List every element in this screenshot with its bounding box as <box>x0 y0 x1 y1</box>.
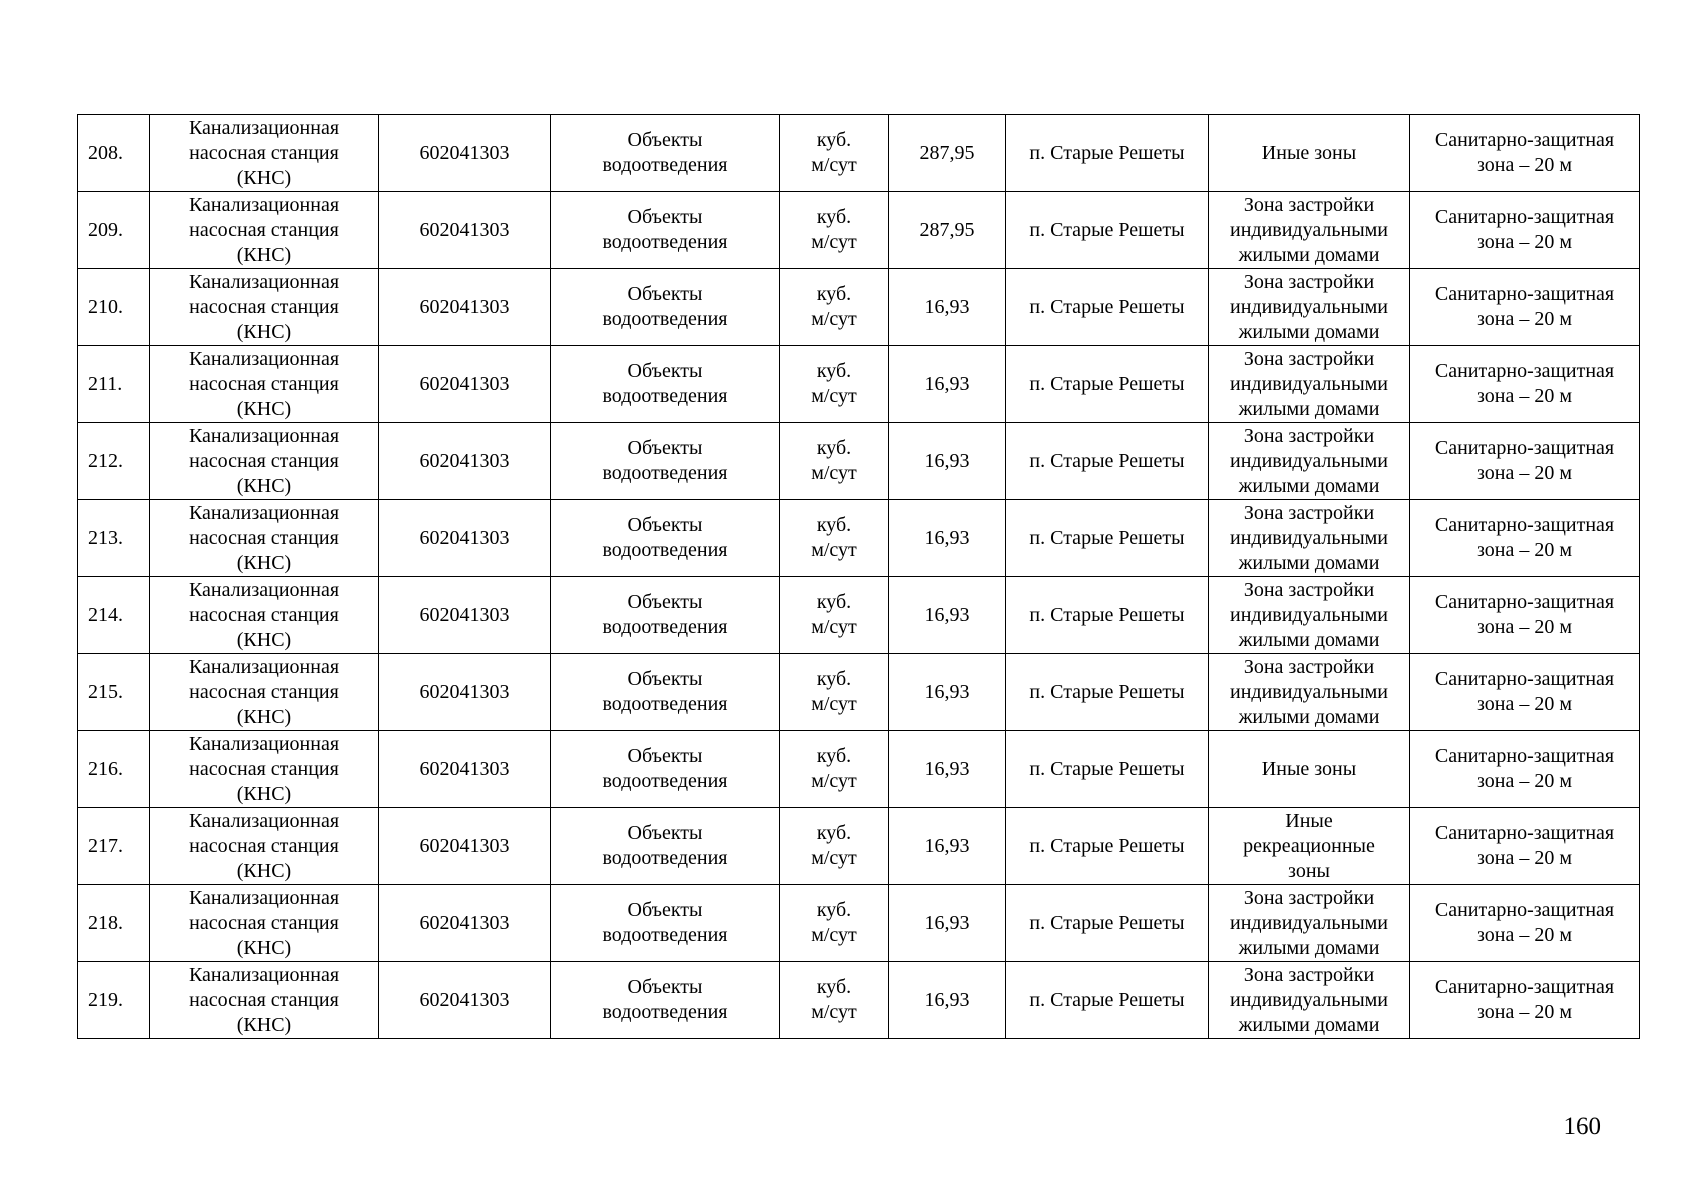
location-cell: п. Старые Решеты <box>1006 654 1209 731</box>
object-type-cell <box>551 654 780 731</box>
object-type-cell <box>551 731 780 808</box>
zone-line: индивидуальными <box>1230 680 1388 703</box>
unit-line: м/сут <box>811 539 857 561</box>
location-cell: п. Старые Решеты <box>1006 731 1209 808</box>
capacity-cell: 287,95 <box>889 192 1006 269</box>
zone-line: зоны <box>1288 859 1330 882</box>
location-cell: п. Старые Решеты <box>1006 192 1209 269</box>
restriction-cell <box>1410 423 1640 500</box>
restriction-cell <box>1410 500 1640 577</box>
object-type-line: Объекты <box>627 591 703 613</box>
location-cell: п. Старые Решеты <box>1006 808 1209 885</box>
zone-line: индивидуальными <box>1230 526 1388 549</box>
object-name-line: (КНС) <box>236 936 292 959</box>
object-name-line: Канализационная <box>188 886 340 909</box>
zone-cell <box>1209 192 1410 269</box>
zone-line: Иные зоны <box>1261 757 1357 780</box>
zone-line: индивидуальными <box>1230 295 1388 318</box>
table-row <box>78 808 1640 885</box>
location-cell: п. Старые Решеты <box>1006 115 1209 192</box>
object-name-line: насосная станция <box>189 295 339 318</box>
object-name-line: (КНС) <box>236 474 292 497</box>
location-cell: п. Старые Решеты <box>1006 962 1209 1039</box>
object-type-line: водоотведения <box>602 770 728 792</box>
restriction-cell <box>1410 346 1640 423</box>
unit-line: м/сут <box>811 847 857 869</box>
unit-line: куб. <box>816 360 852 382</box>
zone-line: Зона застройки <box>1243 578 1375 601</box>
zone-line: индивидуальными <box>1230 911 1388 934</box>
unit-cell <box>780 269 889 346</box>
object-name-cell <box>150 192 379 269</box>
object-type-line: водоотведения <box>602 462 728 484</box>
unit-line: куб. <box>816 591 852 613</box>
table-row <box>78 346 1640 423</box>
restriction-cell <box>1410 192 1640 269</box>
capacity-cell: 16,93 <box>889 962 1006 1039</box>
object-name-line: насосная станция <box>189 141 339 164</box>
zone-line: Зона застройки <box>1243 501 1375 524</box>
unit-line: м/сут <box>811 693 857 715</box>
object-type-cell <box>551 885 780 962</box>
row-number-cell: 212. <box>78 423 150 500</box>
table-body <box>78 115 1640 1039</box>
unit-cell <box>780 577 889 654</box>
capacity-cell: 287,95 <box>889 115 1006 192</box>
capacity-cell: 16,93 <box>889 808 1006 885</box>
restriction-line: зона – 20 м <box>1476 924 1573 946</box>
capacity-cell: 16,93 <box>889 346 1006 423</box>
object-type-line: Объекты <box>627 437 703 459</box>
row-number-cell: 215. <box>78 654 150 731</box>
table-row <box>78 885 1640 962</box>
object-code-cell: 602041303 <box>379 423 551 500</box>
table-row <box>78 731 1640 808</box>
page-number: 160 <box>1563 1113 1601 1140</box>
unit-line: куб. <box>816 514 852 536</box>
location-cell: п. Старые Решеты <box>1006 269 1209 346</box>
row-number-cell: 209. <box>78 192 150 269</box>
object-name-cell <box>150 115 379 192</box>
object-code-cell: 602041303 <box>379 192 551 269</box>
zone-line: Зона застройки <box>1243 193 1375 216</box>
object-name-cell <box>150 269 379 346</box>
unit-cell <box>780 115 889 192</box>
object-name-line: насосная станция <box>189 449 339 472</box>
restriction-cell <box>1410 577 1640 654</box>
object-code-cell: 602041303 <box>379 885 551 962</box>
zone-line: Иные <box>1285 809 1333 832</box>
object-name-cell <box>150 962 379 1039</box>
table-row <box>78 962 1640 1039</box>
unit-cell <box>780 885 889 962</box>
object-name-line: (КНС) <box>236 166 292 189</box>
object-name-line: насосная станция <box>189 834 339 857</box>
object-name-line: Канализационная <box>188 193 340 216</box>
object-type-cell <box>551 346 780 423</box>
object-name-line: (КНС) <box>236 705 292 728</box>
capacity-cell: 16,93 <box>889 500 1006 577</box>
object-code-cell: 602041303 <box>379 115 551 192</box>
unit-cell <box>780 654 889 731</box>
object-type-cell <box>551 808 780 885</box>
unit-cell <box>780 962 889 1039</box>
restriction-line: зона – 20 м <box>1476 847 1573 869</box>
restriction-line: Санитарно-защитная <box>1434 283 1615 305</box>
restriction-line: зона – 20 м <box>1476 539 1573 561</box>
unit-line: куб. <box>816 668 852 690</box>
unit-line: м/сут <box>811 462 857 484</box>
zone-cell <box>1209 654 1410 731</box>
object-type-line: водоотведения <box>602 154 728 176</box>
object-name-line: насосная станция <box>189 603 339 626</box>
restriction-cell <box>1410 654 1640 731</box>
object-type-cell <box>551 192 780 269</box>
row-number-cell: 218. <box>78 885 150 962</box>
unit-line: куб. <box>816 976 852 998</box>
table-row <box>78 269 1640 346</box>
zone-line: жилыми домами <box>1238 320 1380 343</box>
table-row <box>78 577 1640 654</box>
row-number-cell: 211. <box>78 346 150 423</box>
unit-line: м/сут <box>811 231 857 253</box>
table-row <box>78 115 1640 192</box>
row-number-cell: 214. <box>78 577 150 654</box>
object-type-cell <box>551 423 780 500</box>
zone-line: индивидуальными <box>1230 603 1388 626</box>
unit-line: куб. <box>816 437 852 459</box>
object-type-line: Объекты <box>627 822 703 844</box>
unit-cell <box>780 731 889 808</box>
object-name-line: (КНС) <box>236 628 292 651</box>
row-number-cell: 208. <box>78 115 150 192</box>
object-name-line: Канализационная <box>188 732 340 755</box>
restriction-line: Санитарно-защитная <box>1434 976 1615 998</box>
restriction-line: Санитарно-защитная <box>1434 668 1615 690</box>
restriction-cell <box>1410 885 1640 962</box>
zone-line: Зона застройки <box>1243 963 1375 986</box>
object-type-cell <box>551 577 780 654</box>
restriction-line: зона – 20 м <box>1476 462 1573 484</box>
zone-line: жилыми домами <box>1238 1013 1380 1036</box>
capacity-cell: 16,93 <box>889 269 1006 346</box>
objects-table <box>77 114 1640 1039</box>
location-cell: п. Старые Решеты <box>1006 423 1209 500</box>
object-name-line: Канализационная <box>188 347 340 370</box>
object-code-cell: 602041303 <box>379 500 551 577</box>
restriction-line: зона – 20 м <box>1476 385 1573 407</box>
location-cell: п. Старые Решеты <box>1006 577 1209 654</box>
object-type-line: водоотведения <box>602 539 728 561</box>
object-type-line: водоотведения <box>602 308 728 330</box>
object-name-line: насосная станция <box>189 680 339 703</box>
object-name-cell <box>150 808 379 885</box>
row-number-cell: 213. <box>78 500 150 577</box>
restriction-line: зона – 20 м <box>1476 770 1573 792</box>
object-name-line: Канализационная <box>188 809 340 832</box>
row-number-cell: 217. <box>78 808 150 885</box>
zone-line: индивидуальными <box>1230 449 1388 472</box>
object-name-cell <box>150 423 379 500</box>
object-name-line: Канализационная <box>188 963 340 986</box>
unit-line: м/сут <box>811 770 857 792</box>
location-cell: п. Старые Решеты <box>1006 346 1209 423</box>
object-code-cell: 602041303 <box>379 269 551 346</box>
row-number-cell: 219. <box>78 962 150 1039</box>
object-name-cell <box>150 731 379 808</box>
object-name-line: насосная станция <box>189 218 339 241</box>
restriction-line: зона – 20 м <box>1476 154 1573 176</box>
object-name-line: насосная станция <box>189 988 339 1011</box>
restriction-line: Санитарно-защитная <box>1434 899 1615 921</box>
object-name-cell <box>150 654 379 731</box>
zone-line: жилыми домами <box>1238 936 1380 959</box>
unit-line: м/сут <box>811 154 857 176</box>
object-type-line: Объекты <box>627 745 703 767</box>
unit-line: м/сут <box>811 308 857 330</box>
restriction-cell <box>1410 962 1640 1039</box>
zone-cell <box>1209 500 1410 577</box>
capacity-cell: 16,93 <box>889 423 1006 500</box>
object-type-line: Объекты <box>627 899 703 921</box>
table-row <box>78 654 1640 731</box>
object-type-line: водоотведения <box>602 693 728 715</box>
capacity-cell: 16,93 <box>889 577 1006 654</box>
zone-cell <box>1209 962 1410 1039</box>
zone-line: Зона застройки <box>1243 424 1375 447</box>
restriction-line: Санитарно-защитная <box>1434 129 1615 151</box>
object-name-cell <box>150 346 379 423</box>
unit-cell <box>780 500 889 577</box>
zone-line: индивидуальными <box>1230 988 1388 1011</box>
object-type-line: водоотведения <box>602 924 728 946</box>
zone-cell <box>1209 577 1410 654</box>
zone-line: Зона застройки <box>1243 886 1375 909</box>
zone-cell <box>1209 115 1410 192</box>
object-type-cell <box>551 962 780 1039</box>
restriction-line: зона – 20 м <box>1476 308 1573 330</box>
object-name-line: (КНС) <box>236 397 292 420</box>
object-name-line: (КНС) <box>236 859 292 882</box>
object-name-line: Канализационная <box>188 655 340 678</box>
object-name-line: насосная станция <box>189 526 339 549</box>
zone-line: жилыми домами <box>1238 705 1380 728</box>
restriction-line: Санитарно-защитная <box>1434 437 1615 459</box>
restriction-line: Санитарно-защитная <box>1434 745 1615 767</box>
object-name-line: (КНС) <box>236 782 292 805</box>
object-name-line: (КНС) <box>236 320 292 343</box>
zone-line: Зона застройки <box>1243 655 1375 678</box>
object-name-cell <box>150 577 379 654</box>
capacity-cell: 16,93 <box>889 731 1006 808</box>
unit-line: м/сут <box>811 1001 857 1023</box>
object-type-line: водоотведения <box>602 385 728 407</box>
zone-line: жилыми домами <box>1238 243 1380 266</box>
zone-line: жилыми домами <box>1238 474 1380 497</box>
object-type-line: Объекты <box>627 668 703 690</box>
unit-line: куб. <box>816 822 852 844</box>
restriction-line: зона – 20 м <box>1476 231 1573 253</box>
restriction-cell <box>1410 731 1640 808</box>
object-name-line: насосная станция <box>189 757 339 780</box>
object-type-line: водоотведения <box>602 847 728 869</box>
zone-line: индивидуальными <box>1230 372 1388 395</box>
object-name-line: Канализационная <box>188 424 340 447</box>
restriction-line: Санитарно-защитная <box>1434 360 1615 382</box>
zone-cell <box>1209 885 1410 962</box>
row-number-cell: 210. <box>78 269 150 346</box>
unit-line: куб. <box>816 206 852 228</box>
restriction-cell <box>1410 269 1640 346</box>
unit-cell <box>780 346 889 423</box>
zone-line: жилыми домами <box>1238 397 1380 420</box>
object-name-line: Канализационная <box>188 116 340 139</box>
unit-line: куб. <box>816 899 852 921</box>
restriction-line: зона – 20 м <box>1476 616 1573 638</box>
zone-cell <box>1209 731 1410 808</box>
zone-cell <box>1209 808 1410 885</box>
object-code-cell: 602041303 <box>379 577 551 654</box>
zone-line: рекреационные <box>1243 834 1375 857</box>
object-type-cell <box>551 269 780 346</box>
restriction-line: Санитарно-защитная <box>1434 822 1615 844</box>
unit-line: м/сут <box>811 616 857 638</box>
object-type-line: водоотведения <box>602 616 728 638</box>
unit-line: м/сут <box>811 924 857 946</box>
object-code-cell: 602041303 <box>379 346 551 423</box>
capacity-cell: 16,93 <box>889 885 1006 962</box>
object-name-line: (КНС) <box>236 1013 292 1036</box>
object-type-line: Объекты <box>627 206 703 228</box>
object-name-line: насосная станция <box>189 911 339 934</box>
object-code-cell: 602041303 <box>379 731 551 808</box>
restriction-cell <box>1410 115 1640 192</box>
zone-line: Зона застройки <box>1243 347 1375 370</box>
object-type-line: Объекты <box>627 129 703 151</box>
table-row <box>78 423 1640 500</box>
restriction-line: Санитарно-защитная <box>1434 591 1615 613</box>
object-name-line: (КНС) <box>236 243 292 266</box>
object-name-cell <box>150 500 379 577</box>
zone-line: жилыми домами <box>1238 628 1380 651</box>
restriction-line: Санитарно-защитная <box>1434 514 1615 536</box>
unit-line: куб. <box>816 283 852 305</box>
object-type-line: Объекты <box>627 976 703 998</box>
zone-line: Зона застройки <box>1243 270 1375 293</box>
zone-line: Иные зоны <box>1261 141 1357 164</box>
object-type-cell <box>551 115 780 192</box>
location-cell: п. Старые Решеты <box>1006 885 1209 962</box>
zone-line: жилыми домами <box>1238 551 1380 574</box>
object-type-line: Объекты <box>627 360 703 382</box>
object-type-line: водоотведения <box>602 231 728 253</box>
unit-cell <box>780 192 889 269</box>
object-code-cell: 602041303 <box>379 808 551 885</box>
unit-cell <box>780 423 889 500</box>
capacity-cell: 16,93 <box>889 654 1006 731</box>
object-type-cell <box>551 500 780 577</box>
restriction-cell <box>1410 808 1640 885</box>
zone-cell <box>1209 269 1410 346</box>
zone-line: индивидуальными <box>1230 218 1388 241</box>
object-type-line: Объекты <box>627 514 703 536</box>
object-type-line: Объекты <box>627 283 703 305</box>
location-cell: п. Старые Решеты <box>1006 500 1209 577</box>
table-row <box>78 192 1640 269</box>
object-type-line: водоотведения <box>602 1001 728 1023</box>
object-name-line: Канализационная <box>188 578 340 601</box>
object-name-cell <box>150 885 379 962</box>
unit-line: куб. <box>816 129 852 151</box>
object-name-line: Канализационная <box>188 501 340 524</box>
restriction-line: зона – 20 м <box>1476 1001 1573 1023</box>
object-code-cell: 602041303 <box>379 962 551 1039</box>
zone-cell <box>1209 423 1410 500</box>
table-row <box>78 500 1640 577</box>
object-name-line: (КНС) <box>236 551 292 574</box>
restriction-line: зона – 20 м <box>1476 693 1573 715</box>
restriction-line: Санитарно-защитная <box>1434 206 1615 228</box>
row-number-cell: 216. <box>78 731 150 808</box>
unit-line: куб. <box>816 745 852 767</box>
zone-cell <box>1209 346 1410 423</box>
object-name-line: насосная станция <box>189 372 339 395</box>
object-name-line: Канализационная <box>188 270 340 293</box>
unit-line: м/сут <box>811 385 857 407</box>
unit-cell <box>780 808 889 885</box>
object-code-cell: 602041303 <box>379 654 551 731</box>
